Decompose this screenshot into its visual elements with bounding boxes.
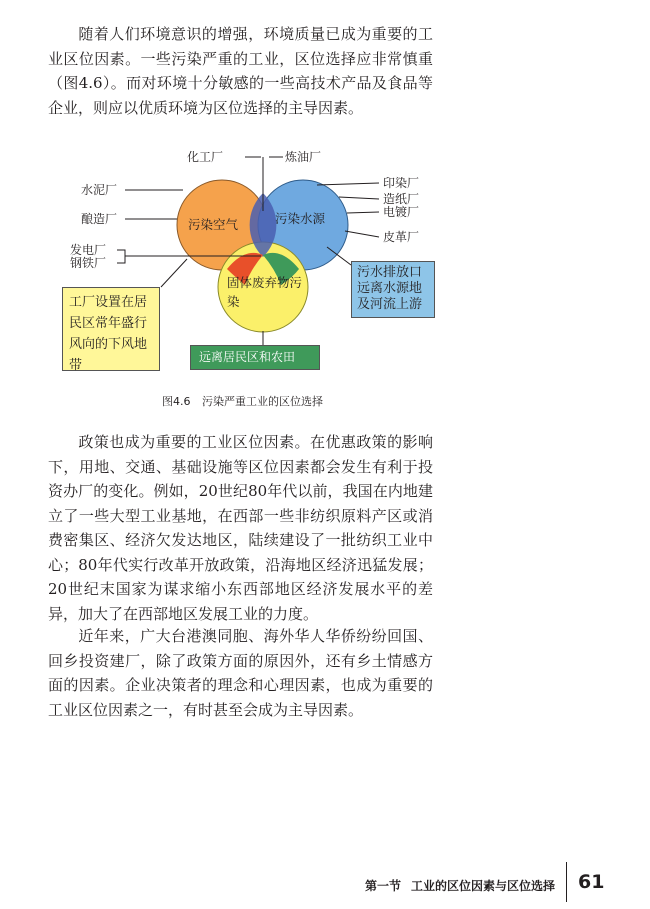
paragraph-policy: 政策也成为重要的工业区位因素。在优惠政策的影响下，用地、交通、基础设施等区位因素都会发生有利于投资办厂的变化。例如，20世纪80年代以前，我国在内地建立了一些大型工业基地，在西部一些非纺织原料产区或消费密集区、经济欠发达地区，陆续建设了一批纺织工业中心；80年代实行改革开放政策，沿海地区经济迅猛发展；20世纪末国家为谋求缩小东西部地区经济发展水平的差异，加大了在西部地区发展工业的力度。: [48, 433, 433, 623]
label-chemical-plant: 化工厂: [187, 150, 224, 164]
paragraph-investor-sentiment: 近年来，广大台港澳同胞、海外华人华侨纷纷回国、回乡投资建厂，除了政策方面的原因外，还有乡土情感方面的因素。企业决策者的理念和心理因素，也成为重要的工业区位因素之一，有时甚至会成为主导因素。: [48, 627, 433, 719]
page-number: 61: [578, 871, 605, 893]
running-footer: [365, 877, 555, 894]
leader-power-steel: [117, 250, 125, 263]
figure-caption-text: 污染严重工业的区位选择: [202, 395, 323, 408]
leader-electroplating: [347, 212, 379, 213]
label-electroplating: 电镀厂: [383, 205, 420, 219]
leader-tannery: [345, 231, 379, 237]
label-solid-waste: 固体废弃物污染: [227, 275, 303, 309]
footer-section: 第一节: [365, 879, 402, 893]
paragraph-environment: 随着人们环境意识的增强，环境质量已成为重要的工业区位因素。一些污染严重的工业，区位选择应非常慎重（图4.6）。而对环境十分敏感的一些高技术产品及食品等企业，则应以优质环境为区位选择的主导因素。: [48, 25, 433, 117]
label-cement-plant: 水泥厂: [81, 183, 118, 197]
footer-divider: [566, 862, 567, 902]
box-downwind-placement: 工厂设置在居民区常年盛行风向的下风地带: [62, 287, 160, 371]
figure-pollution-industry-location: [55, 135, 445, 380]
leader-printing: [317, 183, 379, 185]
figure-number: 图4.6: [162, 395, 191, 408]
label-brewery: 酿造厂: [81, 212, 118, 226]
label-refinery: 炼油厂: [285, 150, 322, 164]
label-paper-mill: 造纸厂: [383, 192, 420, 206]
leader-paper: [339, 197, 379, 199]
box-away-from-residential: 远离居民区和农田: [190, 345, 320, 370]
label-air-pollution: 污染空气: [188, 217, 239, 232]
label-tannery: 皮革厂: [383, 230, 420, 244]
label-steel-plant: 钢铁厂: [70, 256, 107, 270]
box-sewage-outlet: 污水排放口远离水源地及河流上游: [351, 261, 435, 318]
label-printing-dyeing: 印染厂: [383, 176, 420, 190]
footer-chapter-title: 工业的区位因素与区位选择: [411, 879, 556, 893]
label-water-pollution: 污染水源: [275, 211, 326, 226]
figure-caption: [162, 393, 323, 409]
arrow-to-air-rule: [161, 259, 187, 287]
label-power-plant: 发电厂: [70, 243, 107, 257]
